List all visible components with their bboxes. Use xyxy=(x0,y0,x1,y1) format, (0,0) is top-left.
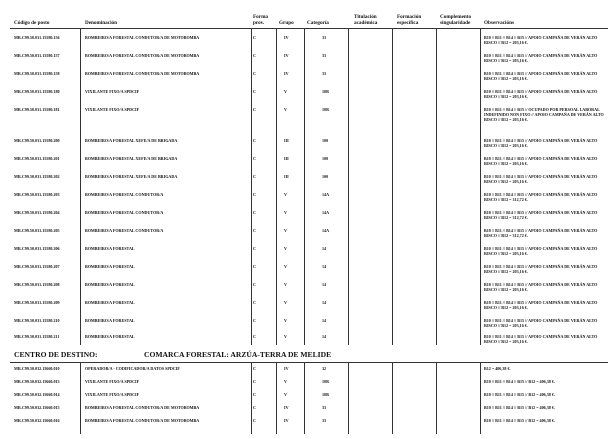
table-row xyxy=(0,416,615,429)
header-complemento-text-2: singularidade xyxy=(440,19,471,26)
cell-observacions: B10 // B11 // B14 // B15 // OCUPADO POR PERSOAL LABORAL INDEFINIDO NON FIXO // APOIO CAMPAÑA DE VERÁN ALTO RISCO // B12 = 203,16 €. xyxy=(484,107,604,122)
table-row xyxy=(0,190,615,206)
cell-grupo: IV xyxy=(284,418,289,423)
header-rule xyxy=(10,28,608,29)
cell-observacions: B10 // B11 // B14 // B15 // B12 = 406,38 €. xyxy=(484,379,555,384)
cell-codigo: MR.C99.50.031.15580.158 xyxy=(14,71,60,76)
cell-prov: C xyxy=(253,379,256,384)
header-grupo-text: Grupo xyxy=(279,20,294,26)
cell-codigo: MR.C99.50.031.15580.201 xyxy=(14,156,60,161)
cell-denominacion: BOMBEIRO/A FORESTAL XEFE/A DE BRIGADA xyxy=(85,174,178,179)
table-row xyxy=(0,136,615,152)
table-row xyxy=(0,262,615,278)
cell-prov: C xyxy=(253,35,256,40)
cell-grupo: V xyxy=(284,379,287,384)
header-observacions xyxy=(484,21,514,27)
cell-prov: C xyxy=(253,334,256,339)
section-label: CENTRO DE DESTINO: xyxy=(14,350,98,359)
cell-categoria: 14 xyxy=(322,334,327,339)
cell-denominacion: VIXILANTE FIXO/A SPDCIF xyxy=(85,379,140,384)
header-categoria-text: Categoría xyxy=(307,20,329,26)
cell-grupo: IV xyxy=(284,405,289,410)
cell-categoria: 14A xyxy=(322,228,330,233)
cell-grupo: III xyxy=(284,174,289,179)
cell-categoria: 10B xyxy=(322,89,329,94)
table-row xyxy=(0,298,615,314)
header-complemento xyxy=(440,15,471,26)
cell-prov: C xyxy=(253,174,256,179)
cell-codigo: MR.C99.50.031.15580.181 xyxy=(14,107,60,112)
cell-denominacion: BOMBEIRO/A FORESTAL CONDUTOR/A DE MOTOBOMBA xyxy=(85,418,200,423)
cell-categoria: 100 xyxy=(322,138,329,143)
cell-categoria: 14 xyxy=(322,318,327,323)
header-grupo xyxy=(279,21,294,27)
cell-categoria: 10B xyxy=(322,392,329,397)
cell-codigo: MR.C99.50.031.15580.209 xyxy=(14,300,60,305)
cell-codigo: MR.C99.50.032.15660.013 xyxy=(14,379,60,384)
section-heading xyxy=(14,350,608,362)
header-titulacion-text-1: Titulación xyxy=(354,14,377,20)
cell-observacions: B10 // B11 // B14 // B15 // APOIO CAMPAÑA DE VERÁN ALTO RISCO // B12 = 203,16 €. xyxy=(484,246,598,256)
table-row xyxy=(0,105,615,133)
cell-categoria: 33 xyxy=(322,405,327,410)
cell-grupo: V xyxy=(284,89,287,94)
table-row xyxy=(0,33,615,49)
header-complemento-text-1: Complemento xyxy=(440,14,472,20)
header-titulacion xyxy=(354,15,377,26)
cell-categoria: 33 xyxy=(322,53,327,58)
cell-codigo: MR.C99.50.031.15580.211 xyxy=(14,334,60,339)
cell-categoria: 14 xyxy=(322,300,327,305)
cell-denominacion: BOMBEIRO/A FORESTAL xyxy=(85,300,135,305)
table-row xyxy=(0,364,615,377)
cell-denominacion: BOMBEIRO/A FORESTAL CONDUTOR/A DE MOTOBOMBA xyxy=(85,53,200,58)
header-codigo xyxy=(14,21,49,27)
cell-prov: C xyxy=(253,228,256,233)
header-categoria xyxy=(307,21,329,27)
header-denominacion-text: Denominación xyxy=(85,20,117,26)
cell-prov: C xyxy=(253,366,256,371)
cell-prov: C xyxy=(253,71,256,76)
table-row xyxy=(0,226,615,242)
cell-codigo: MR.C99.50.032.15660.010 xyxy=(14,366,60,371)
table-row xyxy=(0,390,615,403)
cell-categoria: 14A xyxy=(322,192,330,197)
header-titulacion-text-2: académica xyxy=(354,19,378,26)
cell-grupo: V xyxy=(284,264,287,269)
cell-prov: C xyxy=(253,392,256,397)
cell-grupo: V xyxy=(284,210,287,215)
cell-observacions: B12 = 406,38 €. xyxy=(484,366,511,371)
cell-denominacion: OPERADOR/A - CODIFICADOR/A DATOS SPDCIF xyxy=(85,366,180,371)
cell-observacions: B10 // B11 // B14 // B15 // APOIO CAMPAÑA DE VERÁN ALTO RISCO // B12 = 203,16 €. xyxy=(484,71,598,81)
cell-observacions: B10 // B11 // B14 // B15 // APOIO CAMPAÑA DE VERÁN ALTO RISCO // B12 = 312,72 €. xyxy=(484,192,598,202)
header-observacions-text: Observacións xyxy=(484,20,514,26)
table-row xyxy=(0,154,615,170)
cell-grupo: V xyxy=(284,246,287,251)
table-row xyxy=(0,172,615,188)
cell-grupo: V xyxy=(284,318,287,323)
cell-codigo: MR.C99.50.031.15580.180 xyxy=(14,89,60,94)
table-row xyxy=(0,87,615,103)
cell-denominacion: BOMBEIRO/A FORESTAL xyxy=(85,334,135,339)
cell-prov: C xyxy=(253,264,256,269)
cell-prov: C xyxy=(253,418,256,423)
cell-grupo: III xyxy=(284,156,289,161)
cell-denominacion: BOMBEIRO/A FORESTAL CONDUTOR/A xyxy=(85,192,164,197)
cell-categoria: 14 xyxy=(322,264,327,269)
cell-prov: C xyxy=(253,107,256,112)
cell-grupo: IV xyxy=(284,53,289,58)
cell-codigo: MR.C99.50.032.15660.014 xyxy=(14,392,60,397)
cell-codigo: MR.C99.50.031.15580.207 xyxy=(14,264,60,269)
cell-categoria: 100 xyxy=(322,156,329,161)
cell-categoria: 100 xyxy=(322,174,329,179)
cell-denominacion: VIXILANTE FIXO/A SPDCIF xyxy=(85,107,140,112)
cell-prov: C xyxy=(253,405,256,410)
cell-codigo: MR.C99.50.031.15580.202 xyxy=(14,174,60,179)
cell-observacions: B10 // B11 // B14 // B15 // APOIO CAMPAÑA DE VERÁN ALTO RISCO // B12 = 203,16 €. xyxy=(484,264,598,274)
cell-denominacion: BOMBEIRO/A FORESTAL xyxy=(85,264,135,269)
header-formacion-text-2: específica xyxy=(397,19,419,26)
cell-denominacion: BOMBEIRO/A FORESTAL XEFE/A DE BRIGADA xyxy=(85,138,178,143)
cell-grupo: V xyxy=(284,192,287,197)
cell-prov: C xyxy=(253,53,256,58)
cell-codigo: MR.C99.50.031.15580.203 xyxy=(14,192,60,197)
cell-grupo: V xyxy=(284,228,287,233)
cell-denominacion: BOMBEIRO/A FORESTAL CONDUTOR/A DE MOTOBOMBA xyxy=(85,71,200,76)
cell-observacions: B10 // B11 // B14 // B15 // APOIO CAMPAÑA DE VERÁN ALTO RISCO // B12 = 203,16 €. xyxy=(484,334,598,344)
cell-codigo: MR.C99.50.031.15580.204 xyxy=(14,210,60,215)
header-denominacion xyxy=(85,21,117,27)
table-row xyxy=(0,69,615,85)
table-row xyxy=(0,316,615,332)
cell-denominacion: BOMBEIRO/A FORESTAL xyxy=(85,282,135,287)
cell-prov: C xyxy=(253,192,256,197)
table-row xyxy=(0,403,615,416)
cell-denominacion: BOMBEIRO/A FORESTAL CONDUTOR/A DE MOTOBOMBA xyxy=(85,35,200,40)
cell-codigo: MR.C99.50.032.15660.015 xyxy=(14,405,60,410)
table-row xyxy=(0,280,615,296)
cell-categoria: 33 xyxy=(322,71,327,76)
cell-observacions: B10 // B11 // B14 // B15 // APOIO CAMPAÑA DE VERÁN ALTO RISCO // B12 = 203,16 €. xyxy=(484,156,598,166)
cell-denominacion: BOMBEIRO/A FORESTAL CONDUTOR/A DE MOTOBOMBA xyxy=(85,405,200,410)
cell-codigo: MR.C99.50.031.15580.208 xyxy=(14,282,60,287)
cell-prov: C xyxy=(253,89,256,94)
table-row xyxy=(0,244,615,260)
cell-prov: C xyxy=(253,138,256,143)
cell-observacions: B10 // B11 // B14 // B15 // APOIO CAMPAÑA DE VERÁN ALTO RISCO // B12 = 203,16 €. xyxy=(484,89,598,99)
cell-codigo: MR.C99.50.031.15580.205 xyxy=(14,228,60,233)
table-row xyxy=(0,208,615,224)
cell-grupo: V xyxy=(284,392,287,397)
table-row xyxy=(0,332,615,348)
cell-prov: C xyxy=(253,282,256,287)
cell-observacions: B10 // B11 // B14 // B15 // APOIO CAMPAÑA DE VERÁN ALTO RISCO // B12 = 203,16 €. xyxy=(484,300,598,310)
cell-categoria: 32 xyxy=(322,366,327,371)
cell-prov: C xyxy=(253,210,256,215)
cell-grupo: III xyxy=(284,138,289,143)
cell-denominacion: BOMBEIRO/A FORESTAL xyxy=(85,318,135,323)
cell-grupo: V xyxy=(284,300,287,305)
cell-categoria: 10B xyxy=(322,379,329,384)
cell-observacions: B10 // B11 // B14 // B15 // B12 = 406,38 €. xyxy=(484,418,555,423)
cell-codigo: MR.C99.50.031.15580.200 xyxy=(14,138,60,143)
cell-observacions: B10 // B11 // B14 // B15 // APOIO CAMPAÑA DE VERÁN ALTO RISCO // B12 = 203,16 €. xyxy=(484,174,598,184)
cell-codigo: MR.C99.50.031.15580.210 xyxy=(14,318,60,323)
cell-categoria: 14 xyxy=(322,282,327,287)
cell-codigo: MR.C99.50.031.15580.156 xyxy=(14,35,60,40)
cell-categoria: 10B xyxy=(322,107,329,112)
cell-observacions: B10 // B11 // B14 // B15 // APOIO CAMPAÑA DE VERÁN ALTO RISCO // B12 = 203,16 €. xyxy=(484,318,598,328)
cell-grupo: IV xyxy=(284,35,289,40)
cell-prov: C xyxy=(253,156,256,161)
cell-denominacion: BOMBEIRO/A FORESTAL CONDUTOR/A xyxy=(85,228,164,233)
cell-categoria: 14A xyxy=(322,210,330,215)
cell-observacions: B10 // B11 // B14 // B15 // APOIO CAMPAÑA DE VERÁN ALTO RISCO // B12 = 203,16 €. xyxy=(484,138,598,148)
table-row xyxy=(0,377,615,390)
table-row xyxy=(0,51,615,67)
cell-grupo: V xyxy=(284,107,287,112)
cell-observacions: B10 // B11 // B14 // B15 // APOIO CAMPAÑA DE VERÁN ALTO RISCO // B12 = 312,72 €. xyxy=(484,228,598,238)
cell-observacions: B10 // B11 // B14 // B15 // APOIO CAMPAÑA DE VERÁN ALTO RISCO // B12 = 203,16 €. xyxy=(484,282,598,292)
cell-denominacion: BOMBEIRO/A FORESTAL XEFE/A DE BRIGADA xyxy=(85,156,178,161)
cell-prov: C xyxy=(253,300,256,305)
cell-observacions: B10 // B11 // B14 // B15 // APOIO CAMPAÑA DE VERÁN ALTO RISCO // B12 = 203,16 €. xyxy=(484,53,598,63)
cell-grupo: V xyxy=(284,282,287,287)
cell-denominacion: BOMBEIRO/A FORESTAL CONDUTOR/A xyxy=(85,210,164,215)
header-formacion-text-1: Formación xyxy=(397,14,422,20)
cell-codigo: MR.C99.50.031.15580.157 xyxy=(14,53,60,58)
cell-denominacion: VIXILANTE FIXO/A SPDCIF xyxy=(85,392,140,397)
cell-categoria: 33 xyxy=(322,35,327,40)
header-formacion xyxy=(397,15,421,26)
cell-prov: C xyxy=(253,246,256,251)
cell-grupo: IV xyxy=(284,71,289,76)
cell-observacions: B10 // B11 // B14 // B15 // APOIO CAMPAÑA DE VERÁN ALTO RISCO // B12 = 203,16 €. xyxy=(484,35,598,45)
header-forma-text: Forma xyxy=(253,14,268,20)
section-name: COMARCA FORESTAL: ARZÚA-TERRA DE MELIDE xyxy=(144,350,332,359)
cell-categoria: 33 xyxy=(322,418,327,423)
cell-observacions: B10 // B11 // B14 // B15 // B12 = 406,38 €. xyxy=(484,392,555,397)
cell-codigo: MR.C99.50.032.15660.016 xyxy=(14,418,60,423)
cell-denominacion: VIXILANTE FIXO/A SPDCIF xyxy=(85,89,140,94)
cell-observacions: B10 // B11 // B14 // B15 // APOIO CAMPAÑA DE VERÁN ALTO RISCO // B12 = 312,72 €. xyxy=(484,210,598,220)
cell-observacions: B10 // B11 // B14 // B15 // B12 = 406,38 €. xyxy=(484,405,555,410)
cell-categoria: 14 xyxy=(322,246,327,251)
cell-codigo: MR.C99.50.031.15580.206 xyxy=(14,246,60,251)
cell-grupo: IV xyxy=(284,366,289,371)
cell-grupo: V xyxy=(284,334,287,339)
cell-prov: C xyxy=(253,318,256,323)
header-prov-text: prov. xyxy=(253,19,265,26)
cell-denominacion: BOMBEIRO/A FORESTAL xyxy=(85,246,135,251)
header-codigo-text: Código de posto xyxy=(14,20,50,26)
header-forma-prov xyxy=(253,15,268,26)
section-rule xyxy=(10,362,608,363)
